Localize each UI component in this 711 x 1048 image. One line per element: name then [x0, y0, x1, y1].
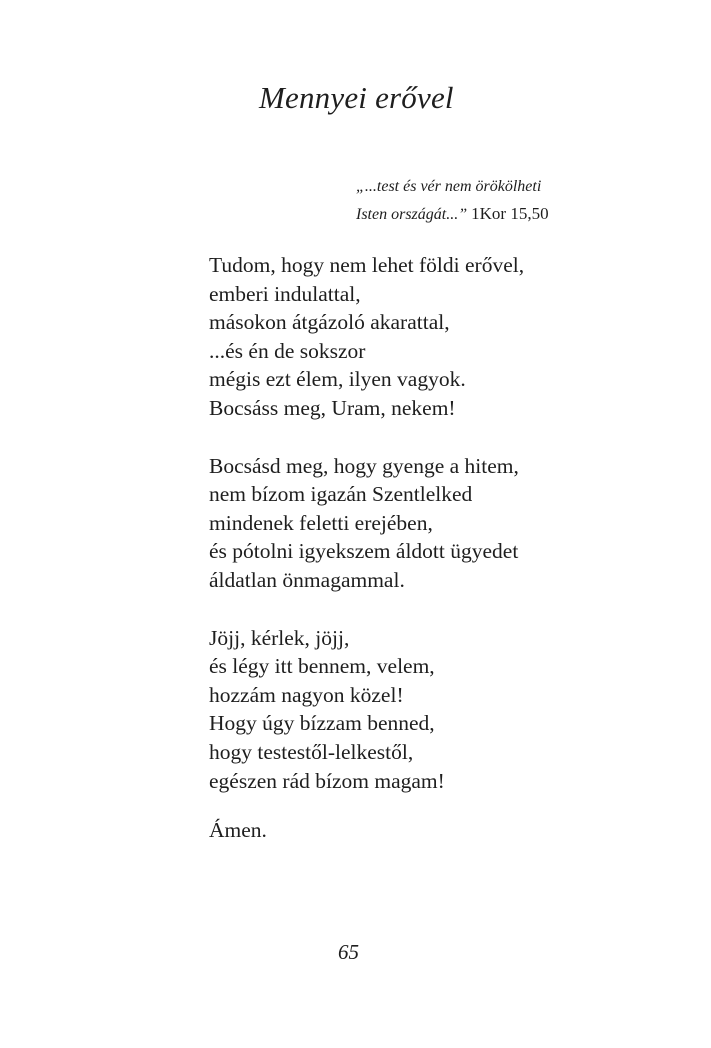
poem-line: Jöjj, kérlek, jöjj, — [209, 625, 350, 650]
poem-line: emberi indulattal, — [209, 281, 361, 306]
bible-reference: 1Kor 15,50 — [471, 204, 549, 223]
poem-line: áldatlan önmagammal. — [209, 567, 405, 592]
stanza-2 — [209, 452, 524, 595]
poem-line: egészen rád bízom magam! — [209, 768, 445, 793]
poem-body — [209, 251, 524, 824]
stanza-3 — [209, 624, 524, 796]
poem-line: Hogy úgy bízzam benned, — [209, 711, 435, 736]
poem-line: Tudom, hogy nem lehet földi erővel, — [209, 253, 525, 277]
poem-line: ...és én de sokszor — [209, 338, 366, 363]
poem-line: és pótolni igyekszem áldott ügyedet — [209, 539, 519, 564]
closing-amen: Ámen. — [209, 818, 267, 842]
poem-line: és légy itt bennem, velem, — [209, 654, 435, 679]
epigraph-line-2-wrapper — [356, 200, 549, 228]
poem-title: Mennyei erővel — [259, 80, 454, 115]
epigraph — [356, 173, 549, 228]
stanza-1 — [209, 251, 524, 423]
poem-line: hozzám nagyon közel! — [209, 682, 404, 707]
poem-line: másokon átgázoló akarattal, — [209, 310, 450, 335]
poem-line: Bocsásd meg, hogy gyenge a hitem, — [209, 453, 519, 478]
poem-line: mégis ezt élem, ilyen vagyok. — [209, 367, 466, 392]
epigraph-line-2: Isten országát...” — [356, 206, 468, 223]
page-number: 65 — [338, 940, 359, 964]
poem-line: hogy testestől-lelkestől, — [209, 739, 414, 764]
epigraph-line-1: „...test és vér nem örökölheti — [356, 178, 542, 195]
poem-line: nem bízom igazán Szentlelked — [209, 482, 473, 507]
poem-line: mindenek feletti erejében, — [209, 510, 433, 535]
poem-line: Bocsáss meg, Uram, nekem! — [209, 395, 456, 420]
